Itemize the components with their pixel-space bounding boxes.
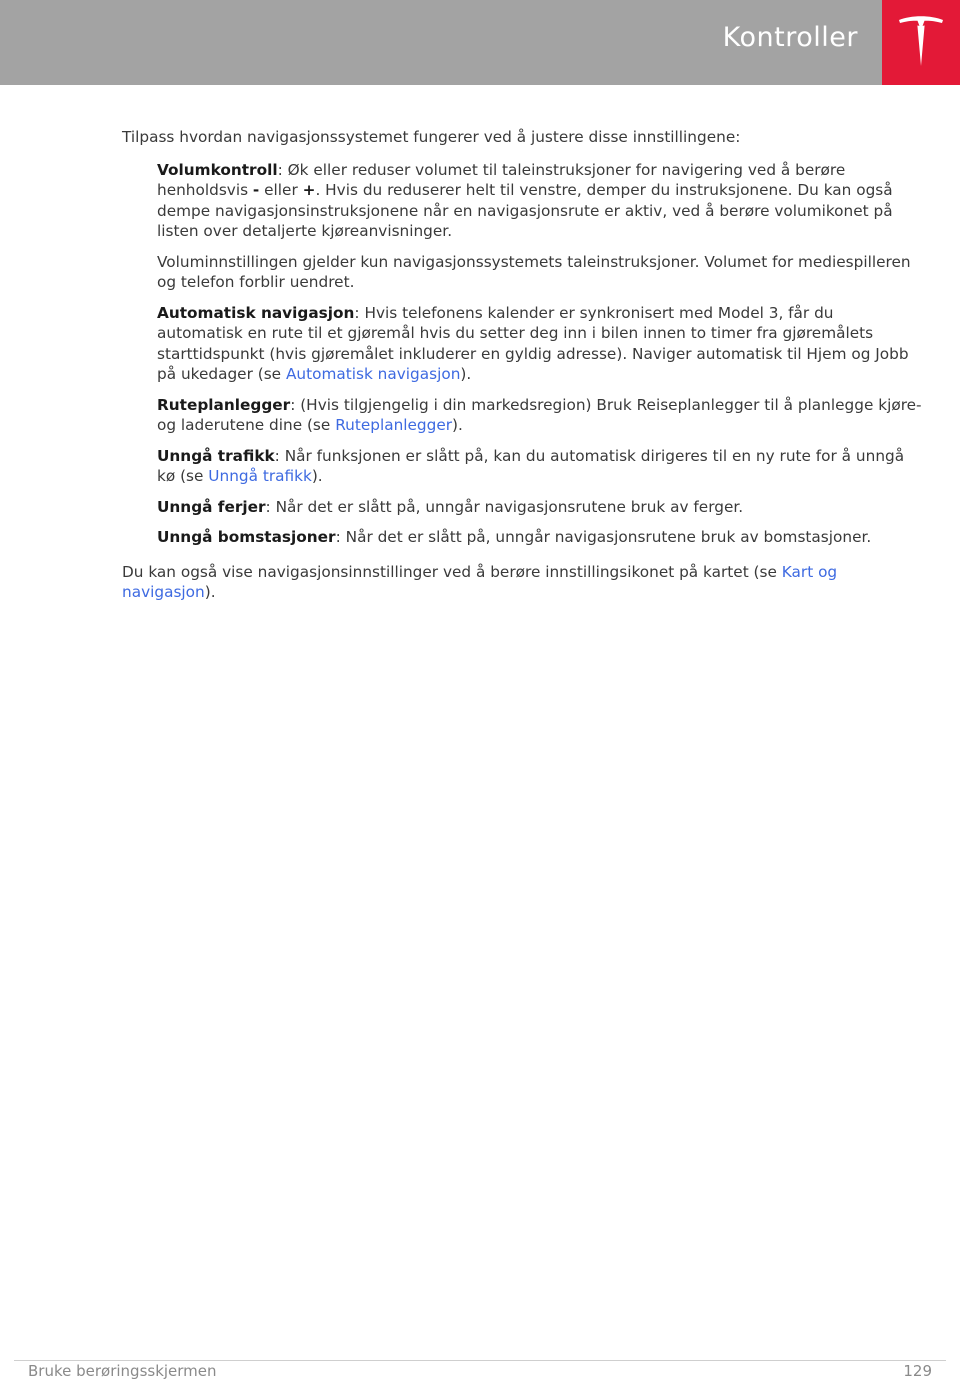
page-header [0,0,960,85]
setting-volumkontroll: Volumkontroll: Øk eller reduser volumet til taleinstruksjoner for navigering ved å berøre henholdsvis - eller +. Hvis du reduserer helt til venstre, demper du instruksjonene. Du kan også dempe navigasjonsinstruksjonene når en navigasjonsrute er aktiv, ved å berøre volumikonet på listen over detaljerte kjøreanvisninger. [157,160,893,240]
outro-paragraph: Du kan også vise navigasjonsinnstillinger ved å berøre innstillingsikonet på kartet (se Kart og navigasjon). [122,562,838,601]
footer-section-name: Bruke berøringsskjermen [28,1362,217,1380]
setting-label: Volumkontroll [157,160,278,179]
setting-label: Unngå ferjer [157,497,266,516]
tesla-logo-icon [882,0,960,85]
chapter-title: Kontroller [722,22,858,53]
link-automatisk-navigasjon[interactable]: Automatisk navigasjon [285,365,461,383]
intro-paragraph: Tilpass hvordan navigasjonssystemet fungerer ved å justere disse innstillingene: [122,128,741,146]
setting-unnga-trafikk: Unngå trafikk: Når funksjonen er slått på, kan du automatisk dirigeres til en ny rute for å unngå kø (se Unngå trafikk). [157,446,905,485]
link-unnga-trafikk[interactable]: Unngå trafikk [208,467,312,485]
page-number: 129 [903,1362,932,1380]
setting-automatisk-navigasjon: Automatisk navigasjon: Hvis telefonens kalender er synkronisert med Model 3, får du automatisk en rute til et gjøremål hvis du setter deg inn i bilen innen to timer fra gjøremålets starttidspunkt (hvis gjøremålet inkluderer en gyldig adresse). Naviger automatisk til Hjem og Jobb på ukedager (se Automatisk navigasjon). [157,303,909,383]
page-content [122,127,922,603]
volume-note: Voluminnstillingen gjelder kun navigasjonssystemets taleinstruksjoner. Volumet for mediespilleren og telefon forblir uendret. [157,252,911,291]
footer-divider [14,1360,946,1361]
setting-label: Unngå bomstasjoner [157,528,336,546]
link-ruteplanlegger[interactable]: Ruteplanlegger [335,416,453,434]
setting-label: Ruteplanlegger [157,395,291,414]
setting-unnga-bomstasjoner: Unngå bomstasjoner: Når det er slått på, unngår navigasjonsrutene bruk av bomstasjoner. [157,528,872,546]
setting-ruteplanlegger: Ruteplanlegger: (Hvis tilgjengelig i din markedsregion) Bruk Reiseplanlegger til å planlegge kjøre- og laderutene dine (se Ruteplanlegger). [157,395,922,434]
setting-label: Automatisk navigasjon [157,303,355,322]
setting-label: Unngå trafikk [157,446,275,465]
setting-unnga-ferjer: Unngå ferjer: Når det er slått på, unngår navigasjonsrutene bruk av ferger. [157,497,744,516]
link-kart-og-navigasjon[interactable]: Kart og navigasjon [122,562,838,601]
